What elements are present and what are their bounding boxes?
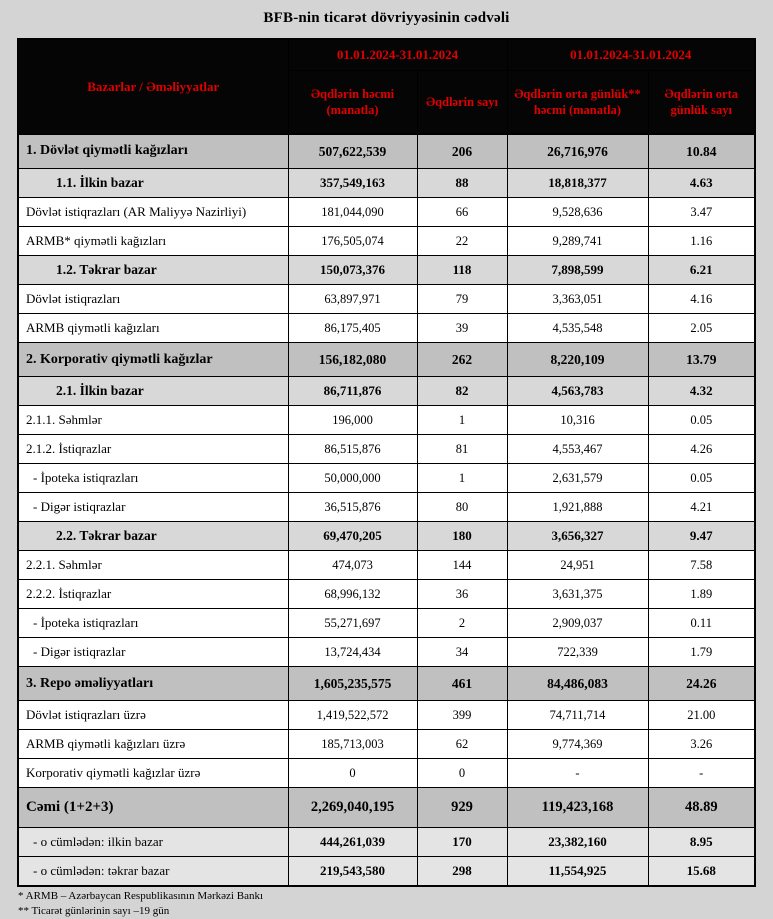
cell-value: 63,897,971 [288, 285, 417, 314]
cell-value: 2.05 [648, 314, 755, 343]
table-row [18, 377, 755, 406]
cell-value: 722,339 [507, 638, 648, 667]
row-label: 2. Korporativ qiymətli kağızlar [18, 343, 288, 377]
cell-value: 3,656,327 [507, 522, 648, 551]
cell-value: 62 [417, 730, 507, 759]
table-row [18, 134, 755, 169]
cell-value: 185,713,003 [288, 730, 417, 759]
cell-value: 8.95 [648, 828, 755, 857]
period-header-2: 01.01.2024-31.01.2024 [507, 39, 755, 71]
cell-value: 118 [417, 256, 507, 285]
table-row [18, 580, 755, 609]
row-label: - İpoteka istiqrazları [18, 464, 288, 493]
cell-value: 4.63 [648, 169, 755, 198]
cell-value: 1,921,888 [507, 493, 648, 522]
cell-value: 262 [417, 343, 507, 377]
row-label: Dövlət istiqrazları (AR Maliyyə Nazirliyi) [18, 198, 288, 227]
col-header-count: Əqdlərin sayı [417, 71, 507, 135]
cell-value: 170 [417, 828, 507, 857]
cell-value: 8,220,109 [507, 343, 648, 377]
cell-value: 399 [417, 701, 507, 730]
cell-value: - [507, 759, 648, 788]
table-row [18, 435, 755, 464]
cell-value: 82 [417, 377, 507, 406]
cell-value: 9,528,636 [507, 198, 648, 227]
table-row [18, 406, 755, 435]
row-label: - Digər istiqrazlar [18, 493, 288, 522]
cell-value: 461 [417, 667, 507, 701]
table-row [18, 314, 755, 343]
row-label: 3. Repo əməliyyatları [18, 667, 288, 701]
row-label: Korporativ qiymətli kağızlar üzrə [18, 759, 288, 788]
cell-value: 357,549,163 [288, 169, 417, 198]
cell-value: 9,774,369 [507, 730, 648, 759]
cell-value: 3,631,375 [507, 580, 648, 609]
cell-value: 13,724,434 [288, 638, 417, 667]
header-period-row [18, 39, 755, 71]
cell-value: 86,711,876 [288, 377, 417, 406]
row-label: ARMB* qiymətli kağızları [18, 227, 288, 256]
cell-value: 1,419,522,572 [288, 701, 417, 730]
page-title: BFB-nin ticarət dövriyyəsinin cədvəli [263, 10, 510, 26]
table-row [18, 857, 755, 887]
cell-value: 0 [417, 759, 507, 788]
turnover-table [17, 38, 756, 887]
table-row [18, 759, 755, 788]
footnote-armb: * ARMB – Azərbaycan Respublikasının Mərkəzi Bankı [18, 890, 264, 902]
row-label: 2.1.2. İstiqrazlar [18, 435, 288, 464]
table-row [18, 493, 755, 522]
row-label: 2.2.2. İstiqrazlar [18, 580, 288, 609]
cell-value: 444,261,039 [288, 828, 417, 857]
table-body [18, 134, 755, 886]
table-row [18, 227, 755, 256]
cell-value: 2,909,037 [507, 609, 648, 638]
table-row [18, 169, 755, 198]
corner-header: Bazarlar / Əməliyyatlar [18, 39, 288, 134]
cell-value: 0.05 [648, 406, 755, 435]
col-header-volume: Əqdlərin həcmi (manatla) [288, 71, 417, 135]
row-label: ARMB qiymətli kağızları üzrə [18, 730, 288, 759]
cell-value: 1.89 [648, 580, 755, 609]
cell-value: 80 [417, 493, 507, 522]
cell-value: 86,515,876 [288, 435, 417, 464]
cell-value: 79 [417, 285, 507, 314]
cell-value: 88 [417, 169, 507, 198]
cell-value: 1 [417, 406, 507, 435]
cell-value: 298 [417, 857, 507, 887]
cell-value: 18,818,377 [507, 169, 648, 198]
table-row [18, 609, 755, 638]
cell-value: 2 [417, 609, 507, 638]
cell-value: 150,073,376 [288, 256, 417, 285]
row-label: 2.2.1. Səhmlər [18, 551, 288, 580]
cell-value: 181,044,090 [288, 198, 417, 227]
cell-value: 36,515,876 [288, 493, 417, 522]
table-row [18, 551, 755, 580]
cell-value: 10,316 [507, 406, 648, 435]
table-header [18, 39, 755, 134]
cell-value: 3,363,051 [507, 285, 648, 314]
col-header-avg-count: Əqdlərin orta günlük sayı [648, 71, 755, 135]
cell-value: 86,175,405 [288, 314, 417, 343]
cell-value: 48.89 [648, 788, 755, 828]
row-label: Dövlət istiqrazları [18, 285, 288, 314]
col-header-avg-volume: Əqdlərin orta günlük** həcmi (manatla) [507, 71, 648, 135]
cell-value: 15.68 [648, 857, 755, 887]
row-label: 2.1.1. Səhmlər [18, 406, 288, 435]
cell-value: 0.05 [648, 464, 755, 493]
cell-value: 1,605,235,575 [288, 667, 417, 701]
cell-value: 219,543,580 [288, 857, 417, 887]
table-row [18, 701, 755, 730]
cell-value: 3.47 [648, 198, 755, 227]
cell-value: 81 [417, 435, 507, 464]
cell-value: 4,563,783 [507, 377, 648, 406]
table-row [18, 638, 755, 667]
table-row [18, 522, 755, 551]
row-label: - o cümlədən: təkrar bazar [18, 857, 288, 887]
cell-value: 24,951 [507, 551, 648, 580]
row-label: ARMB qiymətli kağızları [18, 314, 288, 343]
cell-value: 22 [417, 227, 507, 256]
table-row [18, 464, 755, 493]
cell-value: 10.84 [648, 134, 755, 169]
row-label: 1.1. İlkin bazar [18, 169, 288, 198]
row-label: - Digər istiqrazlar [18, 638, 288, 667]
cell-value: 3.26 [648, 730, 755, 759]
cell-value: 180 [417, 522, 507, 551]
cell-value: 6.21 [648, 256, 755, 285]
cell-value: 36 [417, 580, 507, 609]
row-label: 2.1. İlkin bazar [18, 377, 288, 406]
cell-value: 1.79 [648, 638, 755, 667]
cell-value: - [648, 759, 755, 788]
cell-value: 39 [417, 314, 507, 343]
footnotes [18, 889, 755, 919]
cell-value: 69,470,205 [288, 522, 417, 551]
table-row [18, 730, 755, 759]
cell-value: 0 [288, 759, 417, 788]
cell-value: 23,382,160 [507, 828, 648, 857]
cell-value: 4,535,548 [507, 314, 648, 343]
cell-value: 929 [417, 788, 507, 828]
cell-value: 50,000,000 [288, 464, 417, 493]
row-label: 1.2. Təkrar bazar [18, 256, 288, 285]
cell-value: 1 [417, 464, 507, 493]
cell-value: 206 [417, 134, 507, 169]
cell-value: 66 [417, 198, 507, 227]
cell-value: 2,631,579 [507, 464, 648, 493]
cell-value: 7.58 [648, 551, 755, 580]
cell-value: 196,000 [288, 406, 417, 435]
cell-value: 474,073 [288, 551, 417, 580]
cell-value: 4.26 [648, 435, 755, 464]
table-row [18, 198, 755, 227]
cell-value: 4.32 [648, 377, 755, 406]
cell-value: 4.21 [648, 493, 755, 522]
cell-value: 119,423,168 [507, 788, 648, 828]
cell-value: 156,182,080 [288, 343, 417, 377]
table-row [18, 788, 755, 828]
cell-value: 4,553,467 [507, 435, 648, 464]
cell-value: 21.00 [648, 701, 755, 730]
cell-value: 74,711,714 [507, 701, 648, 730]
cell-value: 34 [417, 638, 507, 667]
row-label: - o cümlədən: ilkin bazar [18, 828, 288, 857]
cell-value: 84,486,083 [507, 667, 648, 701]
cell-value: 507,622,539 [288, 134, 417, 169]
cell-value: 2,269,040,195 [288, 788, 417, 828]
cell-value: 0.11 [648, 609, 755, 638]
table-row [18, 256, 755, 285]
footnote-trading-days: ** Ticarət günlərinin sayı –19 gün [18, 904, 170, 917]
cell-value: 9,289,741 [507, 227, 648, 256]
row-label: 2.2. Təkrar bazar [18, 522, 288, 551]
period-header-1: 01.01.2024-31.01.2024 [288, 39, 507, 71]
table-row [18, 343, 755, 377]
cell-value: 26,716,976 [507, 134, 648, 169]
row-label: Cəmi (1+2+3) [18, 788, 288, 828]
row-label: 1. Dövlət qiymətli kağızları [18, 134, 288, 169]
cell-value: 144 [417, 551, 507, 580]
row-label: - İpoteka istiqrazları [18, 609, 288, 638]
cell-value: 24.26 [648, 667, 755, 701]
cell-value: 13.79 [648, 343, 755, 377]
cell-value: 176,505,074 [288, 227, 417, 256]
table-row [18, 828, 755, 857]
row-label: Dövlət istiqrazları üzrə [18, 701, 288, 730]
cell-value: 55,271,697 [288, 609, 417, 638]
cell-value: 7,898,599 [507, 256, 648, 285]
cell-value: 11,554,925 [507, 857, 648, 887]
table-row [18, 285, 755, 314]
cell-value: 1.16 [648, 227, 755, 256]
table-row [18, 667, 755, 701]
cell-value: 4.16 [648, 285, 755, 314]
cell-value: 68,996,132 [288, 580, 417, 609]
cell-value: 9.47 [648, 522, 755, 551]
